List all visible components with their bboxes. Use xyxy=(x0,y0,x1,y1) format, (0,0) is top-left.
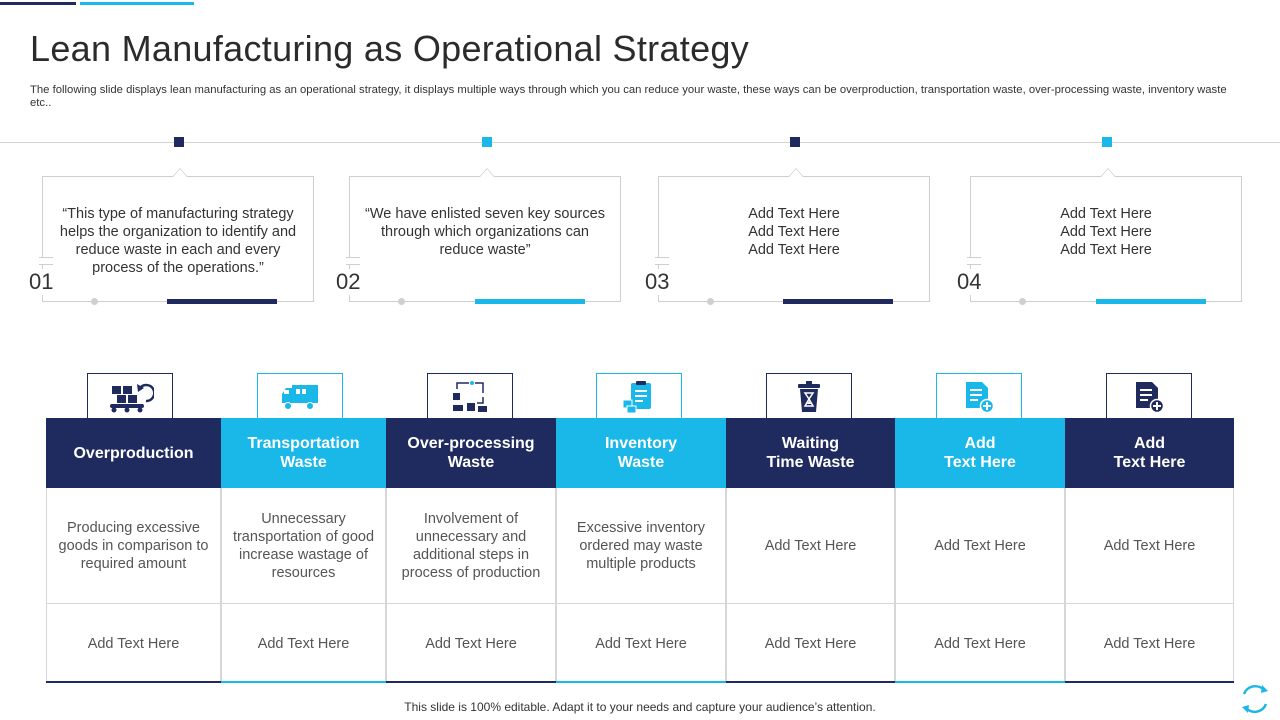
icon-box-transportation xyxy=(257,373,343,419)
card-tick xyxy=(39,257,53,265)
column-footer-line xyxy=(726,681,895,683)
column-extra-text: Add Text Here xyxy=(1065,604,1234,683)
icon-box-add-2 xyxy=(1106,373,1192,419)
table-column-add-1 xyxy=(895,418,1065,683)
column-header: Waiting Time Waste xyxy=(726,418,895,488)
column-description: Add Text Here xyxy=(1065,488,1234,604)
icon-box-over-processing xyxy=(427,373,513,419)
column-header: Add Text Here xyxy=(1065,418,1234,488)
column-extra-text: Add Text Here xyxy=(895,604,1065,683)
icon-box-inventory xyxy=(596,373,682,419)
quote-card-2 xyxy=(336,176,621,302)
card-text: Add Text Here Add Text Here Add Text Here xyxy=(1060,206,1152,258)
card-number: 04 xyxy=(955,269,985,295)
document-add-icon xyxy=(962,380,996,414)
waste-types-table xyxy=(46,418,1234,683)
table-column-waiting-time xyxy=(726,418,895,683)
icon-box-add-1 xyxy=(936,373,1022,419)
card-notch xyxy=(1100,168,1116,177)
column-description: Excessive inventory ordered may waste multiple products xyxy=(556,488,726,604)
column-footer-line xyxy=(1065,681,1234,683)
table-column-overproduction xyxy=(46,418,221,683)
column-header: Overproduction xyxy=(46,418,221,488)
card-notch xyxy=(172,168,188,177)
quote-card-3 xyxy=(645,176,930,302)
timeline-marker-2 xyxy=(482,137,492,147)
card-text: Add Text Here Add Text Here Add Text Here xyxy=(748,206,840,258)
timeline-line xyxy=(0,142,1280,143)
card-text: “This type of manufacturing strategy helps the organization to identify and reduce waste in each and every process of the operations.” xyxy=(59,206,297,276)
card-number: 01 xyxy=(27,269,57,295)
column-header: Add Text Here xyxy=(895,418,1065,488)
card-notch xyxy=(788,168,804,177)
table-column-inventory xyxy=(556,418,726,683)
top-accent-bar-cyan xyxy=(80,2,194,5)
slide-title: Lean Manufacturing as Operational Strategy xyxy=(30,28,750,69)
card-text: “We have enlisted seven key sources through which organizations can reduce waste” xyxy=(365,206,605,258)
slide-subtitle: The following slide displays lean manufacturing as an operational strategy, it displays multiple ways through which you can reduce your waste, these ways can be overproduction, transportation waste, over-processing waste, inventory waste etc.. xyxy=(30,84,1227,109)
quote-card-4 xyxy=(957,176,1242,302)
card-accent-bar xyxy=(167,299,277,304)
card-dot xyxy=(398,298,405,305)
card-notch xyxy=(479,168,495,177)
timeline-marker-1 xyxy=(174,137,184,147)
column-footer-line xyxy=(46,681,221,683)
waste-bin-hourglass-icon xyxy=(794,380,824,414)
refresh-logo-icon xyxy=(1238,682,1272,716)
card-accent-bar xyxy=(1096,299,1206,304)
card-tick xyxy=(655,257,669,265)
document-add-icon xyxy=(1132,380,1166,414)
column-description: Involvement of unnecessary and additional steps in process of production xyxy=(386,488,556,604)
card-dot xyxy=(91,298,98,305)
column-extra-text: Add Text Here xyxy=(386,604,556,683)
inventory-clipboard-icon xyxy=(621,380,657,414)
table-column-add-2 xyxy=(1065,418,1234,683)
column-footer-line xyxy=(386,681,556,683)
column-extra-text: Add Text Here xyxy=(726,604,895,683)
slide-footer: This slide is 100% editable. Adapt it to your needs and capture your audience’s attention. xyxy=(404,700,876,714)
card-number: 02 xyxy=(334,269,364,295)
delivery-truck-icon xyxy=(280,382,320,412)
card-tick xyxy=(967,257,981,265)
column-extra-text: Add Text Here xyxy=(46,604,221,683)
card-number: 03 xyxy=(643,269,673,295)
column-description: Add Text Here xyxy=(895,488,1065,604)
card-accent-bar xyxy=(783,299,893,304)
timeline-marker-3 xyxy=(790,137,800,147)
card-accent-bar xyxy=(475,299,585,304)
icon-box-waiting-time xyxy=(766,373,852,419)
column-header: Transportation Waste xyxy=(221,418,386,488)
column-header: Inventory Waste xyxy=(556,418,726,488)
process-flow-icon xyxy=(449,379,491,415)
timeline-marker-4 xyxy=(1102,137,1112,147)
table-column-transportation xyxy=(221,418,386,683)
quote-card-1 xyxy=(29,176,314,302)
column-description: Producing excessive goods in comparison to required amount xyxy=(46,488,221,604)
card-tick xyxy=(346,257,360,265)
column-extra-text: Add Text Here xyxy=(556,604,726,683)
top-accent-bar-navy xyxy=(0,2,76,5)
column-extra-text: Add Text Here xyxy=(221,604,386,683)
icon-box-overproduction xyxy=(87,373,173,419)
conveyor-boxes-icon xyxy=(106,380,154,414)
column-header: Over-processing Waste xyxy=(386,418,556,488)
column-footer-line xyxy=(556,681,726,683)
card-dot xyxy=(707,298,714,305)
column-description: Add Text Here xyxy=(726,488,895,604)
column-footer-line xyxy=(895,681,1065,683)
table-column-over-processing xyxy=(386,418,556,683)
column-footer-line xyxy=(221,681,386,683)
column-description: Unnecessary transportation of good increase wastage of resources xyxy=(221,488,386,604)
card-dot xyxy=(1019,298,1026,305)
